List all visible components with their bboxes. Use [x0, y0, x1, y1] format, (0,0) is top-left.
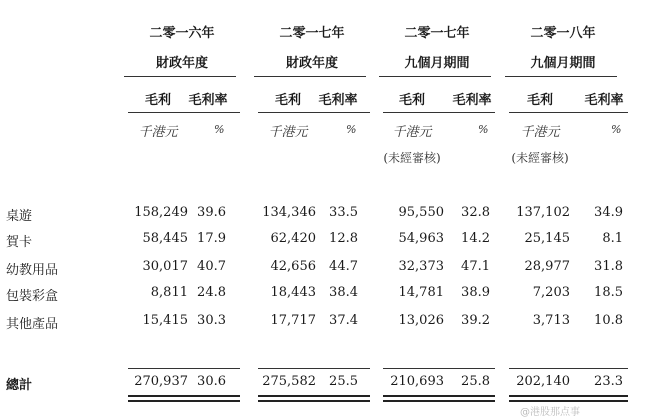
margin-value: 39.2	[461, 313, 490, 328]
total-top-rule	[258, 368, 370, 369]
gross-profit-value: 18,443	[270, 285, 316, 300]
period-year: 二零一六年	[149, 26, 215, 41]
gross-profit-value: 30,017	[142, 259, 188, 274]
unit-gross-profit: 千港元	[268, 125, 308, 140]
unit-margin: %	[214, 123, 225, 136]
header-underline	[254, 76, 366, 77]
gross-profit-value: 32,373	[398, 259, 444, 274]
margin-value: 31.8	[594, 259, 623, 274]
margin-value: 34.9	[594, 205, 623, 220]
unit-gross-profit: 千港元	[520, 125, 560, 140]
total-gross-profit: 210,693	[390, 374, 444, 389]
total-double-underline	[258, 400, 370, 402]
total-double-underline	[383, 400, 495, 402]
gross-profit-value: 17,717	[270, 313, 316, 328]
unit-gross-profit: 千港元	[392, 125, 432, 140]
period-type: 財政年度	[285, 56, 338, 71]
period-year: 二零一七年	[404, 26, 470, 41]
margin-value: 14.2	[461, 231, 490, 246]
margin-value: 24.8	[197, 285, 226, 300]
column-header-underline	[128, 112, 240, 113]
total-top-rule	[128, 368, 240, 369]
column-header-underline	[509, 112, 628, 113]
gross-profit-value: 42,656	[270, 259, 316, 274]
col-header-gross-profit: 毛利	[398, 93, 425, 108]
margin-value: 30.3	[197, 313, 226, 328]
total-gross-profit: 275,582	[262, 374, 316, 389]
margin-value: 38.4	[329, 285, 358, 300]
gross-profit-value: 54,963	[398, 231, 444, 246]
row-label: 賀卡	[6, 235, 33, 250]
margin-value: 10.8	[594, 313, 623, 328]
header-underline	[124, 76, 236, 77]
gross-profit-value: 13,026	[398, 313, 444, 328]
margin-value: 12.8	[329, 231, 358, 246]
header-underline	[379, 76, 491, 77]
gross-profit-value: 14,781	[398, 285, 444, 300]
gross-profit-value: 3,713	[532, 313, 570, 328]
gross-profit-value: 95,550	[398, 205, 444, 220]
total-double-underline	[128, 395, 240, 397]
margin-value: 39.6	[197, 205, 226, 220]
total-gross-profit: 270,937	[134, 374, 188, 389]
row-label: 其他產品	[6, 317, 59, 332]
total-margin: 25.5	[329, 374, 358, 389]
margin-value: 33.5	[329, 205, 358, 220]
gross-profit-value: 28,977	[524, 259, 570, 274]
margin-value: 40.7	[197, 259, 226, 274]
unit-margin: %	[478, 123, 489, 136]
gross-profit-value: 7,203	[532, 285, 570, 300]
gross-profit-value: 158,249	[134, 205, 188, 220]
period-type: 財政年度	[155, 56, 208, 71]
total-double-underline	[128, 400, 240, 402]
header-underline	[505, 76, 617, 77]
gross-profit-value: 25,145	[524, 231, 570, 246]
gross-profit-value: 58,445	[142, 231, 188, 246]
row-label: 幼教用品	[6, 263, 59, 278]
unaudited-note: (未經審核)	[511, 151, 569, 165]
period-type: 九個月期間	[404, 56, 470, 71]
col-header-margin: 毛利率	[584, 93, 624, 108]
margin-value: 44.7	[329, 259, 358, 274]
col-header-gross-profit: 毛利	[144, 93, 171, 108]
period-year: 二零一七年	[279, 26, 345, 41]
gross-profit-value: 134,346	[262, 205, 316, 220]
margin-value: 47.1	[461, 259, 490, 274]
row-label: 桌遊	[6, 209, 33, 224]
total-margin: 30.6	[197, 374, 226, 389]
total-top-rule	[509, 368, 628, 369]
gross-profit-value: 8,811	[150, 285, 188, 300]
total-double-underline	[258, 395, 370, 397]
watermark-text: @港股那点事	[520, 407, 580, 418]
gross-profit-value: 137,102	[516, 205, 570, 220]
col-header-margin: 毛利率	[452, 93, 492, 108]
row-label: 包裝彩盒	[6, 289, 59, 304]
margin-value: 8.1	[602, 231, 623, 246]
column-header-underline	[383, 112, 495, 113]
total-gross-profit: 202,140	[516, 374, 570, 389]
total-label: 總計	[6, 378, 33, 393]
col-header-margin: 毛利率	[318, 93, 358, 108]
margin-value: 37.4	[329, 313, 358, 328]
total-double-underline	[383, 395, 495, 397]
total-margin: 25.8	[461, 374, 490, 389]
unit-margin: %	[346, 123, 357, 136]
column-header-underline	[258, 112, 370, 113]
total-margin: 23.3	[594, 374, 623, 389]
col-header-gross-profit: 毛利	[526, 93, 553, 108]
margin-value: 18.5	[594, 285, 623, 300]
margin-value: 17.9	[197, 231, 226, 246]
col-header-margin: 毛利率	[188, 93, 228, 108]
period-year: 二零一八年	[530, 26, 596, 41]
total-double-underline	[509, 395, 628, 397]
period-type: 九個月期間	[530, 56, 596, 71]
gross-profit-value: 15,415	[142, 313, 188, 328]
total-top-rule	[383, 368, 495, 369]
margin-value: 32.8	[461, 205, 490, 220]
gross-profit-value: 62,420	[270, 231, 316, 246]
total-double-underline	[509, 400, 628, 402]
unit-gross-profit: 千港元	[138, 125, 178, 140]
unaudited-note: (未經審核)	[383, 151, 441, 165]
col-header-gross-profit: 毛利	[274, 93, 301, 108]
margin-value: 38.9	[461, 285, 490, 300]
unit-margin: %	[611, 123, 622, 136]
